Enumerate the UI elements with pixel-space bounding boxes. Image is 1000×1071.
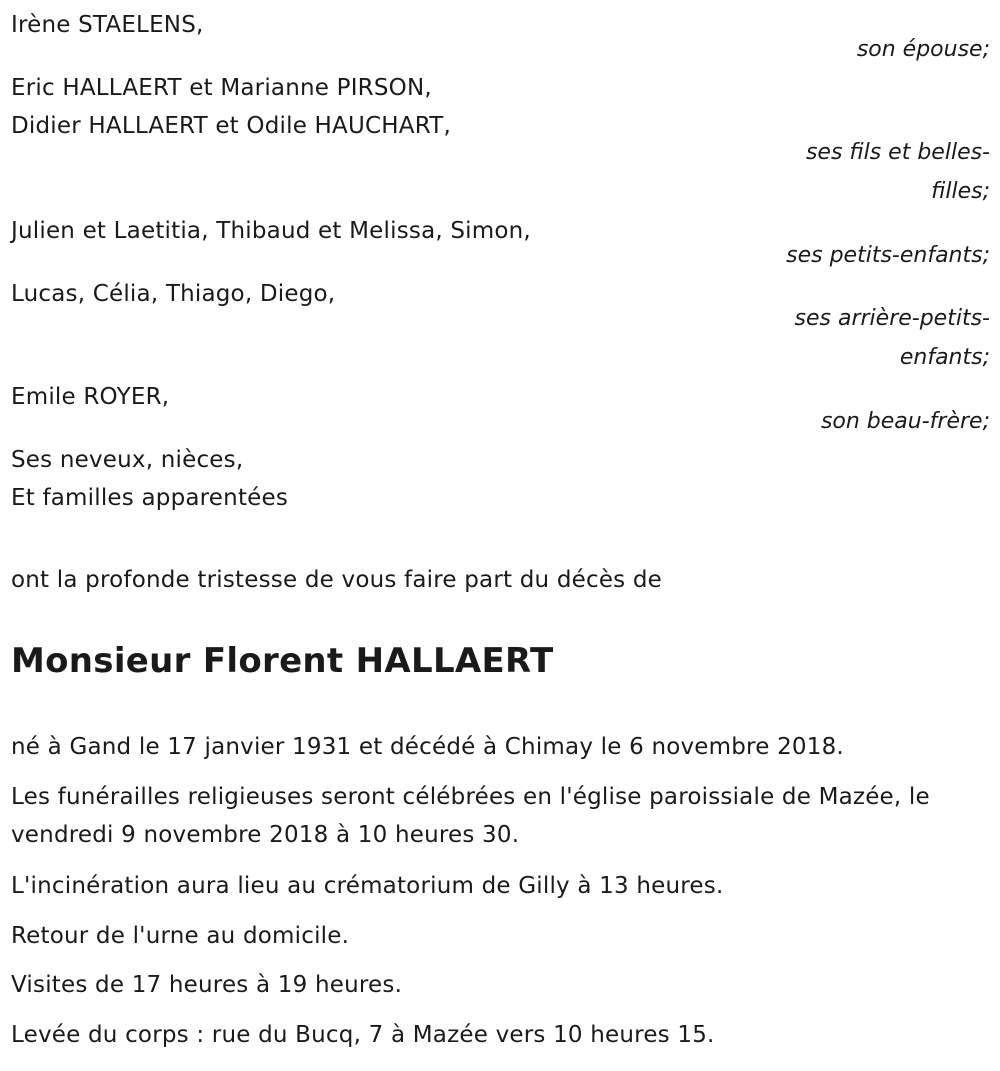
relation-label: ses arrière-petits-enfants; <box>794 306 990 370</box>
detail-visits: Visites de 17 heures à 19 heures. <box>11 972 403 998</box>
family-names: Irène STAELENS, <box>11 12 204 38</box>
detail-birth-death: né à Gand le 17 janvier 1931 et décédé à Chimay le 6 novembre 2018. <box>11 734 844 760</box>
relation-label: son épouse; <box>856 37 990 62</box>
deceased-name: Monsieur Florent HALLAERT <box>11 641 554 681</box>
family-names: Lucas, Célia, Thiago, Diego, <box>11 281 336 307</box>
family-names: Eric HALLAERT et Marianne PIRSON, <box>11 75 432 101</box>
relation-label: ses petits-enfants; <box>786 243 990 268</box>
family-names: Et familles apparentées <box>11 485 289 511</box>
announcement-text <box>11 561 990 599</box>
detail-cremation: L'incinération aura lieu au crématorium de Gilly à 13 heures. <box>11 873 724 899</box>
detail-funeral: Les funérailles religieuses seront célébrées en l'église paroissiale de Mazée, le vendredi 9 novembre 2018 à 10 heures 30. <box>11 784 930 848</box>
relation-label: son beau-frère; <box>820 409 990 434</box>
family-names: Julien et Laetitia, Thibaud et Melissa, Simon, <box>11 218 531 244</box>
family-group <box>11 441 990 517</box>
announcement-line: ont la profonde tristesse de vous faire part du décès de <box>11 567 663 593</box>
relation-label: ses fils et belles-filles; <box>805 140 990 204</box>
detail-urn: Retour de l'urne au domicile. <box>11 923 350 949</box>
family-names: Didier HALLAERT et Odile HAUCHART, <box>11 113 451 139</box>
detail-body-removal: Levée du corps : rue du Bucq, 7 à Mazée vers 10 heures 15. <box>11 1022 715 1048</box>
family-names: Emile ROYER, <box>11 384 170 410</box>
family-names: Ses neveux, nièces, <box>11 447 244 473</box>
